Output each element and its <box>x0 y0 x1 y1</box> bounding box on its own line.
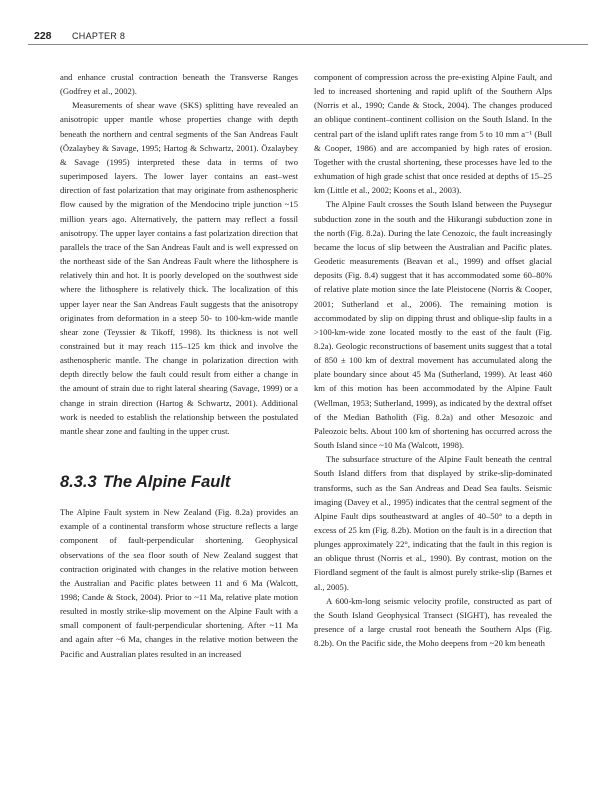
page-number: 228 <box>34 30 52 42</box>
section-heading <box>60 472 298 492</box>
header-divider <box>28 44 588 45</box>
paragraph: The Alpine Fault system in New Zealand (Fig. 8.2a) provides an example of a continental transform whose structure reflects a large component of fault-perpendicular shortening. Geophysical observations of the sea floor south of New Zealand suggest that contraction originated with changes in the relative motion between the Australian and Pacific plates between 11 and 6 Ma (Walcott, 1998; Cande & Stock, 2004). Prior to ~11 Ma, relative plate motion resulted in mostly strike-slip movement on the Alpine Fault with a small component of fault-perpendicular shortening. After ~11 Ma and again after ~6 Ma, changes in the relative motion between the Pacific and Australian plates resulted in an increased <box>60 507 298 659</box>
paragraph: The Alpine Fault crosses the South Island between the Puysegur subduction zone in the south and the Hikurangi subduction zone in the north (Fig. 8.2a). During the late Cenozoic, the fault increasingly became the locus of slip between the Australian and Pacific plates. Geodetic measurements (Beavan et al., 1999) and offset glacial deposits (Fig. 8.4) suggest that it has accommodated some 60–80% of relative plate motion since the late Pleistocene (Norris & Cooper, 2001; Sutherland et al., 2006). The remaining motion is accommodated by slip on dipping thrust and oblique-slip faults in a >100-km-wide zone located mostly to the east of the fault (Fig. 8.2a). Geologic reconstructions of basement units suggest that a total of 850 ± 100 km of dextral movement has accumulated along the plate boundary since about 45 Ma (Sutherland, 1999). At least 460 km of this motion has been accommodated by the Alpine Fault (Wellman, 1953; Sutherland, 1999), as indicated by the dextral offset of the Median Batholith (Fig. 8.2a) and other Mesozoic and Paleozoic belts. About 100 km of shortening has occurred across the South Island since ~10 Ma (Walcott, 1998). <box>314 199 552 451</box>
paragraph: component of compression across the pre-existing Alpine Fault, and led to increased shortening and rapid uplift of the Southern Alps (Norris et al., 1990; Cande & Stock, 2004). The changes produced an oblique continent–continent collision on the South Island. In the central part of the island uplift rates range from 5 to 10 mm a⁻¹ (Bull & Cooper, 1986) and are accompanied by high rates of erosion. Together with the crustal shortening, these processes have led to the exhumation of high grade schist that once resided at depths of 15–25 km (Little et al., 2002; Koons et al., 2003). <box>314 72 552 196</box>
paragraph: A 600-km-long seismic velocity profile, constructed as part of the South Island Geophysical Transect (SIGHT), has revealed the presence of a large crustal root beneath the Southern Alps (Fig. 8.2b). On the Pacific side, the Moho deepens from ~20 km beneath <box>314 595 552 649</box>
running-header <box>0 22 615 42</box>
paragraph: and enhance crustal contraction beneath the Transverse Ranges (Godfrey et al., 2002). <box>60 72 298 97</box>
section-number: 8.3.3 <box>60 473 97 492</box>
section-title: The Alpine Fault <box>102 473 231 492</box>
paragraph: The subsurface structure of the Alpine Fault beneath the central South Island differs from that displayed by strike-slip-dominated transforms, such as the San Andreas and Dead Sea faults. Seismic imaging (Davey et al., 1995) indicates that the central segment of the Alpine Fault dips southeastward at angles of 40–50° to a depth in excess of 25 km (Fig. 8.2b). Motion on the fault is in a direction that plunges approximately 22°, indicating that the fault in this region is an oblique thrust (Norris et al., 1990). By contrast, motion on the Fiordland segment of the fault is almost purely strike-slip (Barnes et al., 2005). <box>314 454 552 592</box>
left-column <box>60 70 298 661</box>
chapter-label: CHAPTER 8 <box>72 30 126 41</box>
paragraph: Measurements of shear wave (SKS) splitting have revealed an anisotropic upper mantle whose properties change with depth beneath the northern and central segments of the San Andreas Fault (Özalaybey & Savage, 1995; Hartog & Schwartz, 2001). Özalaybey & Savage (1995) interpreted these data in terms of two superimposed layers. The lower layer contains an east–west direction of fast polarization that may originate from asthenospheric flow caused by the migration of the Mendocino triple junction ~15 million years ago. Alternatively, the pattern may reflect a fossil anisotropy. The upper layer contains a fast polarization direction that parallels the trace of the San Andreas Fault and is well expressed on the northeast side of the San Andreas Fault where the lithosphere is relatively thin and hot. It is poorly developed on the southwest side where the lithosphere is relatively thick. The localization of this upper layer near the San Andreas Fault suggests that the anisotropy originates from deformation in a steep 50- to 100-km-wide mantle shear zone (Teyssier & Tikoff, 1998). Its thickness is not well constrained but it may reach 115–125 km thick and involve the asthenospheric mantle. The change in polarization direction with depth directly below the fault could result from either a change in the amount of strain due to right lateral shearing (Savage, 1999) or a change in strain direction (Hartog & Schwartz, 2001). Additional work is needed to establish the relationship between the postulated mantle shear zone and faulting in the upper crust. <box>60 100 298 436</box>
right-column <box>314 70 552 650</box>
